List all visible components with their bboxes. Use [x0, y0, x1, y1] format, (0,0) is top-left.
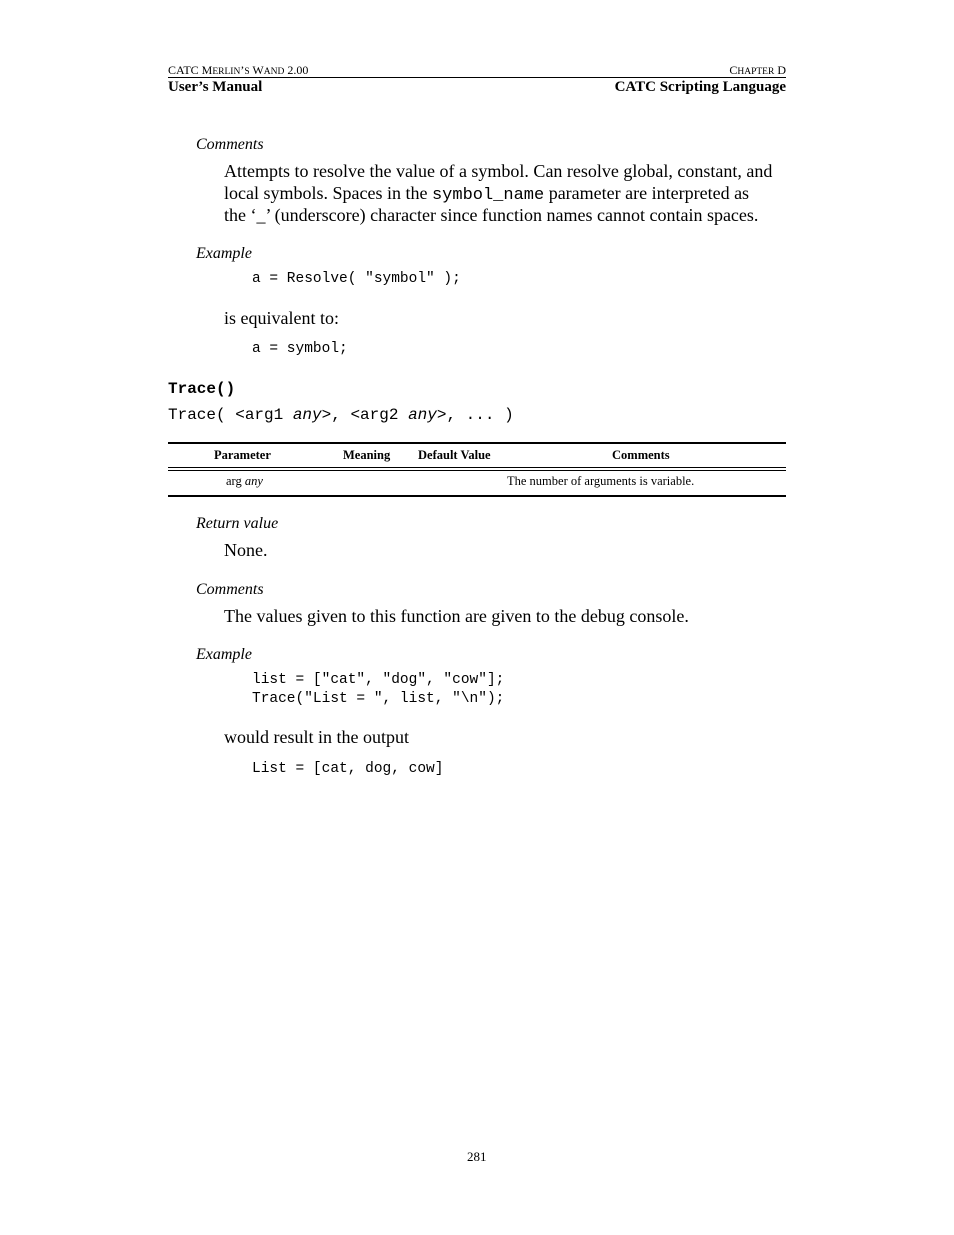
- running-header-right-bottom: CATC Scripting Language: [614, 79, 786, 95]
- trace-result-text: would result in the output: [224, 727, 409, 747]
- table-bottom-rule: [168, 495, 786, 497]
- table-header-meaning: Meaning: [343, 448, 391, 462]
- trace-signature: Trace( <arg1 any>, <arg2 any>, ... ): [168, 406, 514, 424]
- resolve-example-label: Example: [196, 245, 252, 262]
- symbol-name-code: symbol_name: [431, 186, 545, 205]
- trace-return-text: None.: [224, 540, 268, 560]
- trace-heading: Trace(): [168, 380, 236, 398]
- page-number: 281: [467, 1149, 487, 1164]
- table-header-default-value: Default Value: [418, 448, 491, 462]
- running-header-right-top: CHAPTER D: [729, 63, 786, 77]
- trace-comments-label: Comments: [196, 581, 264, 598]
- resolve-equiv-code: a = symbol;: [252, 341, 348, 357]
- running-header-left-top: CATC MERLIN’S WAND 2.00: [168, 63, 309, 77]
- trace-example-label: Example: [196, 646, 252, 663]
- trace-example-code-line-2: Trace("List = ", list, "\n");: [252, 691, 505, 707]
- trace-result-code: List = [cat, dog, cow]: [252, 761, 444, 777]
- resolve-comments-label: Comments: [196, 136, 264, 153]
- table-top-rule: [168, 442, 786, 444]
- resolve-equiv-text: is equivalent to:: [224, 308, 339, 328]
- trace-comments-text: The values given to this function are given to the debug console.: [224, 606, 689, 626]
- table-header-comments: Comments: [612, 448, 670, 462]
- resolve-comments-line-2: local symbols. Spaces in the symbol_name parameter are interpreted as: [224, 183, 750, 205]
- running-header-left-bottom: User’s Manual: [168, 79, 263, 95]
- resolve-comments-line-3: the ‘_’ (underscore) character since function names cannot contain spaces.: [224, 205, 759, 225]
- table-header-rule-2: [168, 470, 786, 471]
- table-row-param: arg any: [226, 474, 263, 488]
- trace-example-code-line-1: list = ["cat", "dog", "cow"];: [252, 672, 505, 688]
- table-header-parameter: Parameter: [214, 448, 271, 462]
- header-rule: [168, 77, 786, 78]
- resolve-comments-line-1: Attempts to resolve the value of a symbol. Can resolve global, constant, and: [224, 161, 773, 181]
- table-header-rule-1: [168, 467, 786, 468]
- table-row-comments: The number of arguments is variable.: [507, 474, 695, 488]
- trace-return-label: Return value: [196, 515, 279, 532]
- resolve-example-code: a = Resolve( "symbol" );: [252, 271, 461, 287]
